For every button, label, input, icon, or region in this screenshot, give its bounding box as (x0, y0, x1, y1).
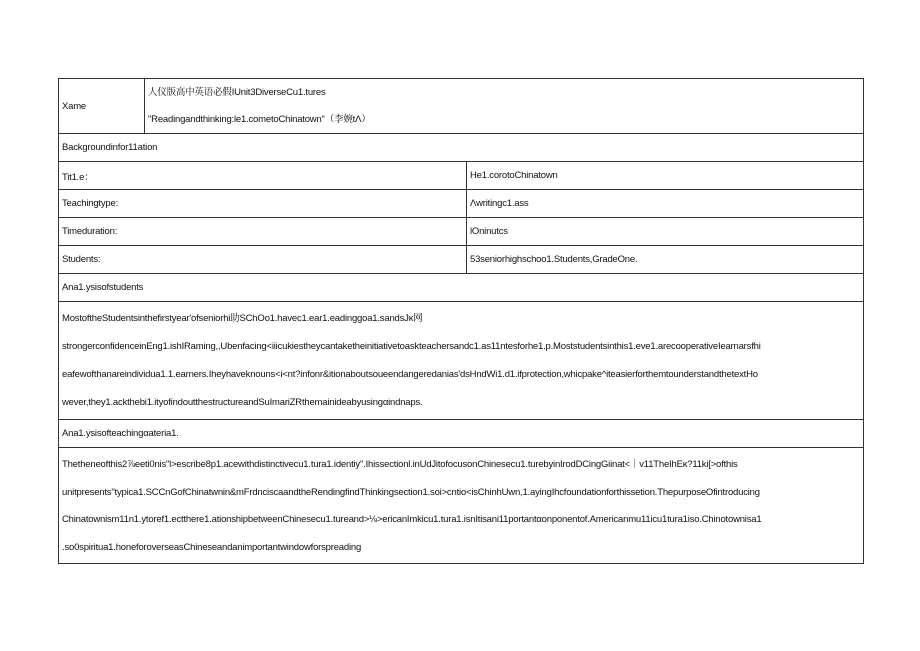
students-analysis-paragraph (59, 302, 864, 420)
students-analysis-heading-row (59, 274, 864, 302)
teaching-type-label: Teachingtype: (59, 190, 467, 218)
material-analysis-heading-row (59, 420, 864, 448)
lesson-title-line-1: 人仪版高中英语必假IUnit3DiverseCu1.tures (148, 87, 326, 98)
lesson-title-line-2: "Readingandthinking:le1.cometoChinatown"（李婉tΛ） (148, 114, 371, 125)
lesson-plan-sheet (58, 78, 863, 564)
background-heading-row (59, 134, 864, 162)
material-analysis-heading: Ana1.ysisofteachingαateria1. (59, 420, 864, 448)
time-duration-value: lOninutcs (467, 218, 864, 246)
background-heading: Backgroundinfor11ation (59, 134, 864, 162)
time-duration-label: Timeduration: (59, 218, 467, 246)
material-analysis-line: Chinatownism11n1.ytoref1.ectthere1.ationshipbetweenChinesecu1.tureand>⅛>ericanImkicu1.tura1.isnItisani11portantαonponentof.Americanmu11icu1tura1iso.Chinotownisa1 (62, 514, 762, 525)
students-analysis-body-row (59, 302, 864, 420)
material-analysis-line: unitpresents"typica1.SCCnGofChinatwnin&mFrdnciscaandtheRendingfindThinkingsection1.soi>cntio<isChinhUwn,1.ayingIhcfoundationforthissetion.ThepurposeOfintroducing (62, 486, 760, 498)
teaching-type-value: Λwritingc1.ass (467, 190, 864, 218)
material-analysis-paragraph (59, 448, 864, 564)
background-row-title (59, 162, 864, 190)
background-row-time-duration (59, 218, 864, 246)
title-label: Tit1.e： (59, 162, 467, 190)
background-row-students (59, 246, 864, 274)
students-analysis-line: strongerconfidenceinEng1.ishIRaming,,Ubenfacing<iiicukiestheycantaketheinitiativetoaskteachersandc1.as11ntesforhe1.p.Moststudentsinthis1.eve1.arecooperativeIearnarsfhi (62, 341, 761, 352)
students-value: 53seniorhighschoo1.Students,GradeOne. (467, 246, 864, 274)
material-analysis-line: Thetheneofthis2⅞eeti0nis"l>escribe8p1.acewithdistinctivecu1.tura1.identiy".Ihissectionl.inUdJitofocusonChinesecu1.turebyinIrodDCingGiinat<｜v11TheIhEκ?11ki[>ofthis (62, 459, 738, 470)
students-analysis-line: eafewofthanareindividua1.1.earners.Iheyhaveknouns<i<nt?infonr&itionaboutsoueendangeredanias'dsHndWi1.d1.ifprotection,whicpake^iteasierforthemtounderstandthetextHo (62, 369, 758, 380)
material-analysis-line: .so0spiritua1.honeforoverseasChineseandanimportantwindowforspreading (62, 541, 362, 553)
students-analysis-line: MostoftheStudentsinthefirstyear'ofseniorhi助SChOo1.havec1.ear1.eadinggoa1.sandsJκ网 (62, 313, 423, 324)
lesson-plan-table (58, 78, 864, 564)
name-row (59, 79, 864, 134)
name-label: Xame (59, 79, 145, 134)
lesson-title-cell (145, 79, 864, 134)
background-row-teaching-type (59, 190, 864, 218)
students-label: Students: (59, 246, 467, 274)
students-analysis-heading: Ana1.ysisofstudents (59, 274, 864, 302)
title-value: He1.corotoChinatown (467, 162, 864, 190)
material-analysis-body-row (59, 448, 864, 564)
students-analysis-line: wever,they1.ackthebi1.ityofindoutthestructureandSuImariZRthemainideabyusingαindnaps. (62, 397, 423, 408)
